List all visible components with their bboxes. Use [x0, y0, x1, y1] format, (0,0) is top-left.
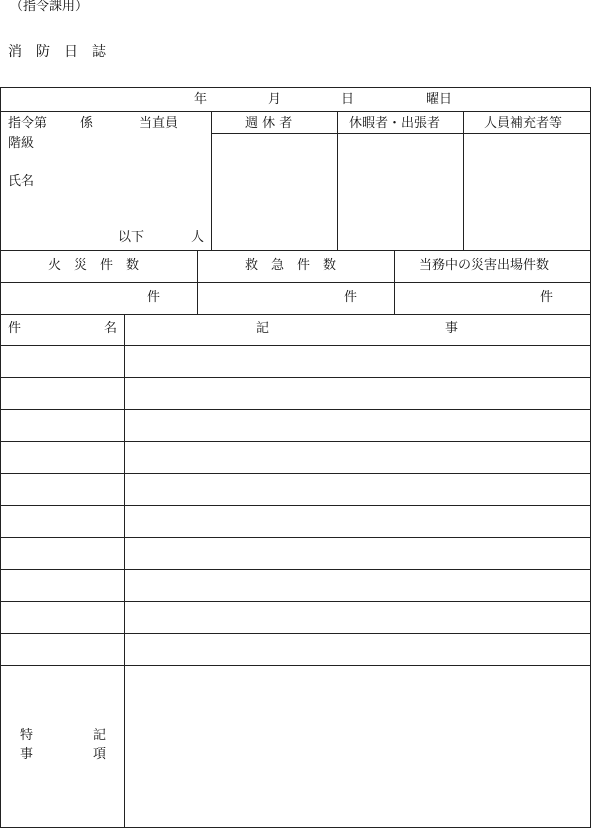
counts-divider: [394, 250, 395, 314]
kaikyu-label: 階級: [8, 136, 35, 151]
page-title: 消 防 日 誌: [8, 44, 106, 60]
log-name-header-left: 件: [8, 321, 22, 336]
date-weekday-label: 曜日: [426, 92, 453, 107]
special-notes-label-2a: 事: [20, 747, 34, 762]
touchokuin-label: 当直員: [139, 116, 179, 131]
fire-count-unit: 件: [147, 290, 161, 305]
counts-divider: [197, 250, 198, 314]
counts-header-bottom-line: [0, 282, 591, 283]
staff-header-line: [211, 133, 591, 134]
disaster-count-header: 当務中の災害出場件数: [419, 258, 550, 273]
nin-label: 人: [191, 230, 205, 245]
date-day-label: 日: [341, 92, 355, 107]
staff-divider: [211, 111, 212, 250]
log-row-line: [0, 409, 591, 410]
staff-divider: [463, 111, 464, 250]
log-row-line: [0, 537, 591, 538]
log-row-line: [0, 569, 591, 570]
counts-section-bottom-line: [0, 314, 591, 315]
special-notes-label-1b: 記: [93, 728, 107, 743]
date-row-bottom-line: [0, 111, 591, 112]
log-row-line: [0, 633, 591, 634]
ika-label: 以下: [118, 230, 145, 245]
log-row-line: [0, 473, 591, 474]
table-border-left: [0, 87, 1, 828]
date-year-label: 年: [194, 92, 208, 107]
kyuka-header: 休暇者・出張者: [349, 116, 441, 131]
log-row-line: [0, 505, 591, 506]
log-record-header-right: 事: [445, 321, 459, 336]
fire-count-header: 火 災 件 数: [48, 258, 140, 273]
log-header-bottom-line: [0, 345, 591, 346]
staff-section-bottom-line: [0, 250, 591, 251]
log-row-line: [0, 665, 591, 666]
log-column-divider: [124, 314, 125, 828]
log-row-line: [0, 601, 591, 602]
disaster-count-unit: 件: [540, 290, 554, 305]
hoju-header: 人員補充者等: [484, 116, 563, 131]
shimei-label: 氏名: [8, 174, 35, 189]
shukyu-header: 週 休 者: [245, 116, 293, 131]
ambulance-count-unit: 件: [344, 290, 358, 305]
shirei-label: 指令第: [8, 116, 48, 131]
log-name-header-right: 名: [104, 321, 118, 336]
special-notes-label-1a: 特: [20, 728, 34, 743]
header-label: （指令課用）: [10, 0, 89, 14]
staff-divider: [337, 111, 338, 250]
log-row-line: [0, 377, 591, 378]
table-border-top: [0, 87, 591, 88]
date-month-label: 月: [268, 92, 282, 107]
log-row-line: [0, 441, 591, 442]
special-notes-label-2b: 項: [93, 747, 107, 762]
kakari-label: 係: [80, 116, 94, 131]
log-record-header-left: 記: [256, 321, 270, 336]
ambulance-count-header: 救 急 件 数: [245, 258, 337, 273]
